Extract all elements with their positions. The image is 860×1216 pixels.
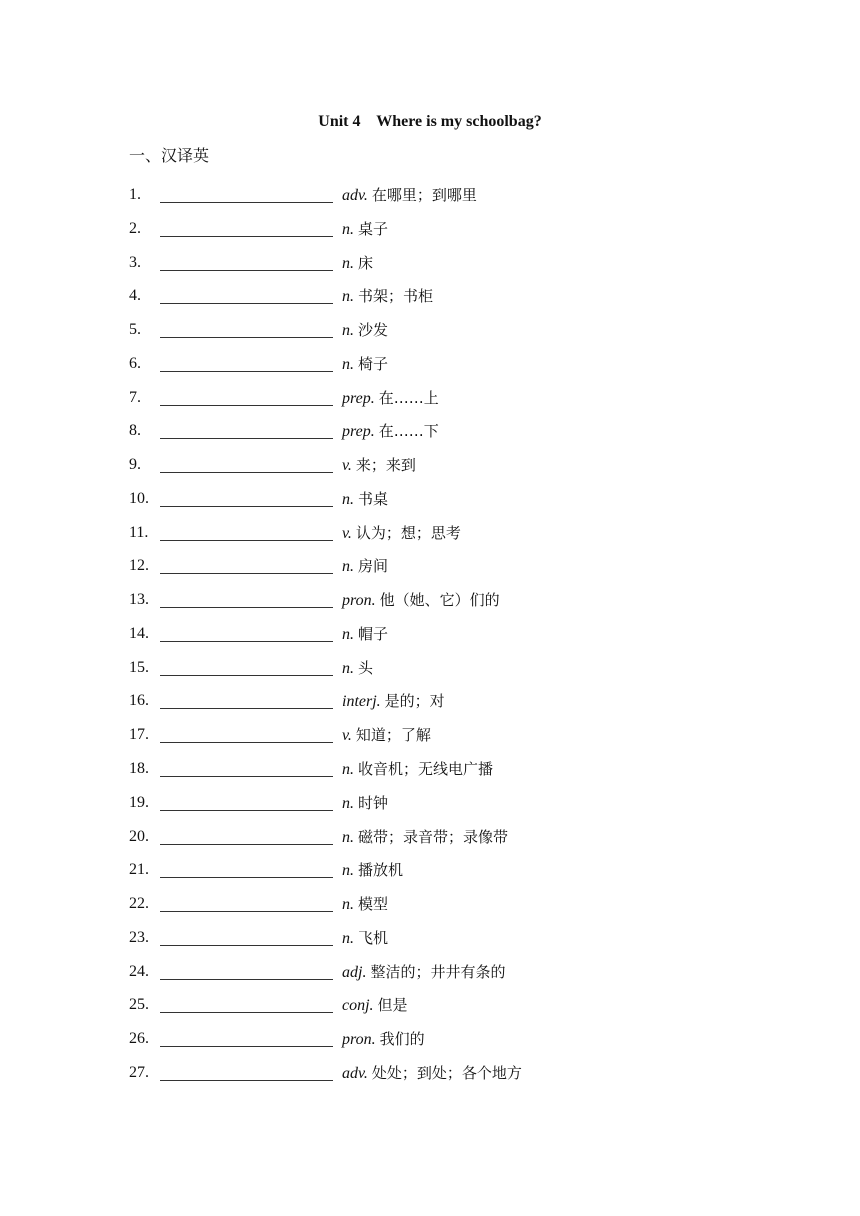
definition: [342, 522, 461, 545]
item-number: 22.: [129, 895, 149, 913]
chinese-meaning: 认为；想；思考: [355, 523, 461, 542]
answer-blank[interactable]: [160, 184, 333, 203]
part-of-speech: n.: [342, 896, 354, 914]
answer-blank[interactable]: [160, 522, 333, 541]
answer-blank[interactable]: [160, 690, 333, 709]
answer-blank[interactable]: [160, 792, 333, 811]
part-of-speech: conj.: [342, 997, 374, 1015]
item-number: 21.: [129, 861, 149, 879]
part-of-speech: n.: [342, 828, 354, 846]
chinese-meaning: 书桌: [358, 489, 389, 508]
chinese-meaning: 磁带；录音带；录像带: [358, 827, 509, 846]
answer-blank[interactable]: [160, 353, 333, 372]
vocab-item: [129, 184, 769, 218]
item-number: 8.: [129, 422, 141, 440]
item-number: 23.: [129, 928, 149, 946]
item-number: 13.: [129, 591, 149, 609]
definition: [342, 994, 408, 1017]
chinese-meaning: 我们的: [379, 1030, 425, 1049]
part-of-speech: v.: [342, 727, 352, 745]
item-number: 5.: [129, 321, 141, 339]
chinese-meaning: 处处；到处；各个地方: [371, 1063, 522, 1082]
vocab-item: [129, 488, 769, 522]
answer-blank[interactable]: [160, 555, 333, 574]
part-of-speech: n.: [342, 761, 354, 779]
answer-blank[interactable]: [160, 758, 333, 777]
vocab-item: [129, 859, 769, 893]
answer-blank[interactable]: [160, 623, 333, 642]
part-of-speech: v.: [342, 524, 352, 542]
answer-blank[interactable]: [160, 657, 333, 676]
definition: [342, 792, 388, 815]
definition: [342, 859, 403, 882]
part-of-speech: interj.: [342, 693, 381, 711]
vocab-item: [129, 420, 769, 454]
vocab-item: [129, 893, 769, 927]
definition: [342, 893, 388, 916]
chinese-meaning: 知道；了解: [355, 726, 431, 745]
vocab-item: [129, 319, 769, 353]
item-number: 16.: [129, 692, 149, 710]
definition: [342, 623, 388, 646]
chinese-meaning: 桌子: [358, 219, 389, 238]
item-number: 24.: [129, 962, 149, 980]
answer-blank[interactable]: [160, 1028, 333, 1047]
item-number: 17.: [129, 726, 149, 744]
section-heading: 一、汉译英: [129, 146, 210, 165]
chinese-meaning: 头: [358, 658, 374, 677]
vocab-item: [129, 252, 769, 286]
vocab-item: [129, 285, 769, 319]
definition: [342, 420, 439, 443]
item-number: 2.: [129, 219, 141, 237]
chinese-meaning: 他（她、它）们的: [379, 591, 500, 610]
part-of-speech: adv.: [342, 1064, 368, 1082]
item-number: 20.: [129, 827, 149, 845]
chinese-meaning: 书架；书柜: [358, 287, 434, 306]
item-number: 7.: [129, 388, 141, 406]
definition: [342, 488, 388, 511]
definition: [342, 218, 388, 241]
item-number: 12.: [129, 557, 149, 575]
chinese-meaning: 椅子: [358, 354, 389, 373]
vocab-item: [129, 353, 769, 387]
vocabulary-list: [129, 184, 769, 1096]
chinese-meaning: 帽子: [358, 624, 389, 643]
part-of-speech: prep.: [342, 389, 375, 407]
item-number: 25.: [129, 996, 149, 1014]
definition: [342, 1028, 425, 1051]
definition: [342, 353, 388, 376]
answer-blank[interactable]: [160, 1062, 333, 1081]
answer-blank[interactable]: [160, 285, 333, 304]
chinese-meaning: 收音机；无线电广播: [358, 760, 494, 779]
vocab-item: [129, 1062, 769, 1096]
chinese-meaning: 是的；对: [384, 692, 445, 711]
chinese-meaning: 来；来到: [355, 456, 416, 475]
chinese-meaning: 房间: [358, 557, 389, 576]
part-of-speech: adv.: [342, 187, 368, 204]
part-of-speech: n.: [342, 490, 354, 508]
answer-blank[interactable]: [160, 994, 333, 1013]
part-of-speech: n.: [342, 794, 354, 812]
part-of-speech: n.: [342, 929, 354, 947]
vocab-item: [129, 1028, 769, 1062]
answer-blank[interactable]: [160, 961, 333, 980]
chinese-meaning: 整洁的；井井有条的: [370, 962, 506, 981]
chinese-meaning: 但是: [377, 996, 408, 1015]
item-number: 18.: [129, 760, 149, 778]
vocab-item: [129, 589, 769, 623]
part-of-speech: n.: [342, 558, 354, 576]
definition: [342, 319, 388, 342]
definition: [342, 589, 500, 612]
part-of-speech: pron.: [342, 592, 376, 610]
definition: [342, 454, 416, 477]
definition: [342, 961, 505, 984]
answer-blank[interactable]: [160, 218, 333, 237]
answer-blank[interactable]: [160, 826, 333, 845]
answer-blank[interactable]: [160, 589, 333, 608]
definition: [342, 555, 388, 578]
item-number: 27.: [129, 1063, 149, 1081]
vocab-item: [129, 218, 769, 252]
part-of-speech: n.: [342, 862, 354, 880]
definition: [342, 1062, 522, 1085]
part-of-speech: pron.: [342, 1031, 376, 1049]
definition: [342, 285, 433, 308]
chinese-meaning: 床: [358, 253, 374, 272]
vocab-item: [129, 657, 769, 691]
answer-blank[interactable]: [160, 893, 333, 912]
chinese-meaning: 在哪里；到哪里: [371, 186, 477, 204]
part-of-speech: n.: [342, 625, 354, 643]
answer-blank[interactable]: [160, 319, 333, 338]
item-number: 26.: [129, 1030, 149, 1048]
vocab-item: [129, 994, 769, 1028]
chinese-meaning: 沙发: [358, 321, 389, 340]
answer-blank[interactable]: [160, 420, 333, 439]
definition: [342, 657, 373, 680]
answer-blank[interactable]: [160, 859, 333, 878]
chinese-meaning: 飞机: [358, 928, 389, 947]
item-number: 9.: [129, 456, 141, 474]
definition: [342, 387, 439, 410]
vocab-item: [129, 623, 769, 657]
part-of-speech: prep.: [342, 423, 375, 441]
chinese-meaning: 时钟: [358, 793, 389, 812]
vocab-item: [129, 758, 769, 792]
part-of-speech: n.: [342, 254, 354, 272]
part-of-speech: n.: [342, 355, 354, 373]
answer-blank[interactable]: [160, 724, 333, 743]
answer-blank[interactable]: [160, 488, 333, 507]
answer-blank[interactable]: [160, 387, 333, 406]
item-number: 14.: [129, 624, 149, 642]
chinese-meaning: 播放机: [358, 861, 404, 880]
definition: [342, 758, 493, 781]
definition: [342, 724, 431, 747]
part-of-speech: n.: [342, 288, 354, 306]
vocab-item: [129, 724, 769, 758]
item-number: 6.: [129, 354, 141, 372]
answer-blank[interactable]: [160, 252, 333, 271]
chinese-meaning: 在……上: [378, 388, 439, 407]
item-number: 15.: [129, 658, 149, 676]
vocab-item: [129, 454, 769, 488]
item-number: 19.: [129, 793, 149, 811]
part-of-speech: v.: [342, 457, 352, 475]
answer-blank[interactable]: [160, 454, 333, 473]
chinese-meaning: 在……下: [378, 422, 439, 441]
item-number: 10.: [129, 489, 149, 507]
item-number: 1.: [129, 186, 141, 203]
definition: [342, 826, 508, 849]
item-number: 11.: [129, 523, 149, 541]
item-number: 4.: [129, 287, 141, 305]
vocab-item: [129, 792, 769, 826]
vocab-item: [129, 826, 769, 860]
vocab-item: [129, 927, 769, 961]
definition: [342, 690, 445, 713]
part-of-speech: adj.: [342, 963, 367, 981]
page-title: Unit 4 Where is my schoolbag?: [318, 113, 542, 130]
part-of-speech: n.: [342, 659, 354, 677]
answer-blank[interactable]: [160, 927, 333, 946]
chinese-meaning: 模型: [358, 895, 389, 914]
vocab-item: [129, 555, 769, 589]
vocab-item: [129, 522, 769, 556]
vocab-item: [129, 961, 769, 995]
item-number: 3.: [129, 253, 141, 271]
definition: [342, 184, 477, 207]
part-of-speech: n.: [342, 322, 354, 340]
part-of-speech: n.: [342, 220, 354, 238]
definition: [342, 927, 388, 950]
vocab-item: [129, 387, 769, 421]
definition: [342, 252, 373, 275]
vocab-item: [129, 690, 769, 724]
